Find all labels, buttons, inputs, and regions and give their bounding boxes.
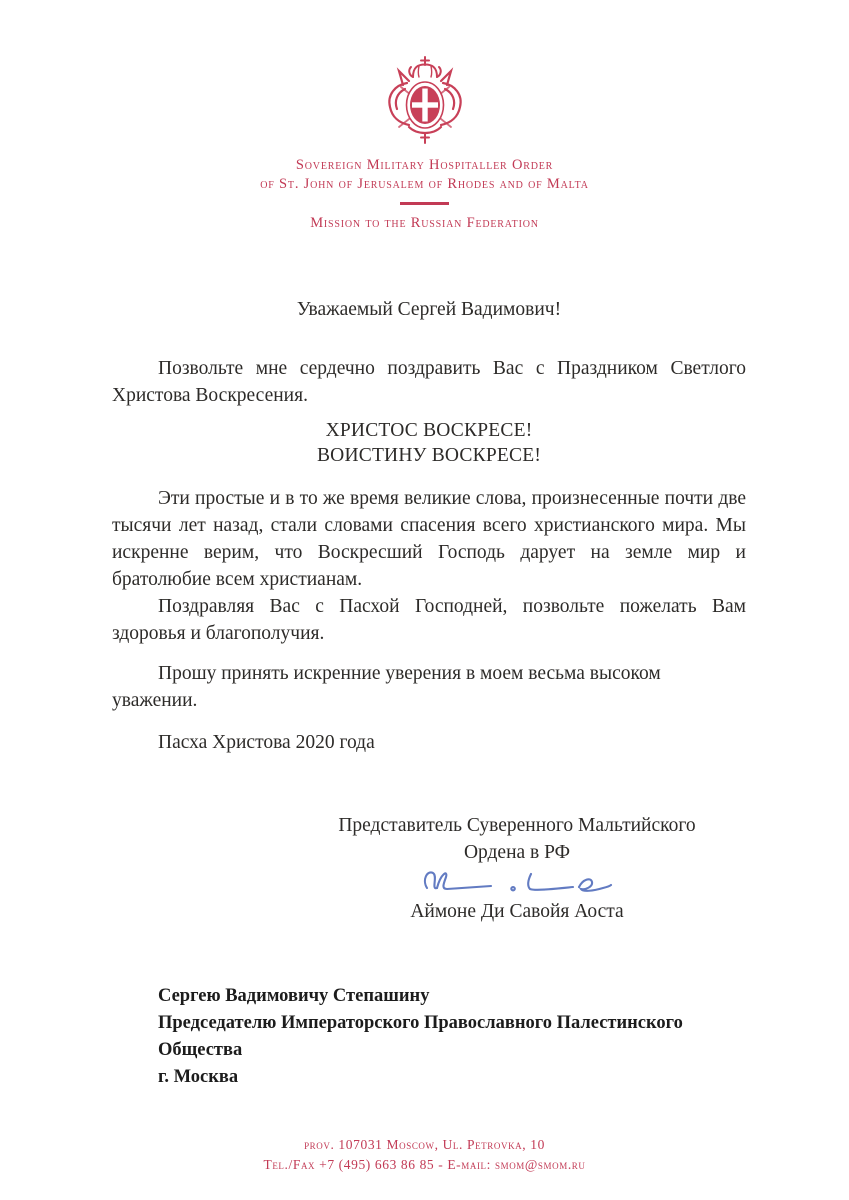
paragraph-1: Позвольте мне сердечно поздравить Вас с Праздником Светлого Христова Воскресения. [112,358,746,406]
letterhead-divider [400,202,449,205]
letter-footer [0,1135,849,1175]
exclamation-line-2: ВОИСТИНУ ВОСКРЕСЕ! [316,445,542,466]
signatory-title-line1: Представитель Суверенного Мальтийского [338,815,696,836]
paragraph-3: Поздравляя Вас с Пасхой Господней, позвольте пожелать Вам здоровья и благополучия. [112,596,746,644]
org-name-line1: Sovereign Military Hospitaller Order [295,157,554,173]
mission-line: Mission to the Russian Federation [310,215,539,231]
smom-coat-of-arms-icon [0,55,849,151]
signatory-name: Аймоне Ди Савойя Аоста [410,901,624,922]
paragraph-4: Прошу принять искренние уверения в моем весьма высоком уважении. [112,663,661,711]
recipient-name: Сергею Вадимовичу Степашину [158,986,430,1006]
letterhead [0,0,849,233]
paragraph-2: Эти простые и в то же время великие слова, произнесенные почти две тысячи лет назад, стали словами спасения всего христианского мира. Мы искренне верим, что Воскресший Господь дарует на земле мир и братолюбие всем христианам. [112,488,746,590]
date-line: Пасха Христова 2020 года [158,732,375,753]
recipient-city: г. Москва [158,1067,239,1087]
salutation: Уважаемый Сергей Вадимович! [296,299,562,320]
org-name-line2: of St. John of Jerusalem of Rhodes and of Malta [260,176,589,192]
recipient-block [158,983,746,1091]
handwritten-signature-icon [307,864,727,898]
letter-body [0,296,849,1091]
exclamation-line-1: ХРИСТОС ВОСКРЕСЕ! [325,420,533,441]
signatory-title-line2: Ордена в РФ [463,842,571,863]
recipient-title: Председателю Императорского Православного Палестинского Общества [158,1013,683,1060]
signature-block [307,812,727,925]
footer-contacts: Tel./Fax +7 (495) 663 86 85 - E-mail: smom@smom.ru [263,1157,586,1172]
footer-address: prov. 107031 Moscow, Ul. Petrovka, 10 [304,1137,545,1152]
